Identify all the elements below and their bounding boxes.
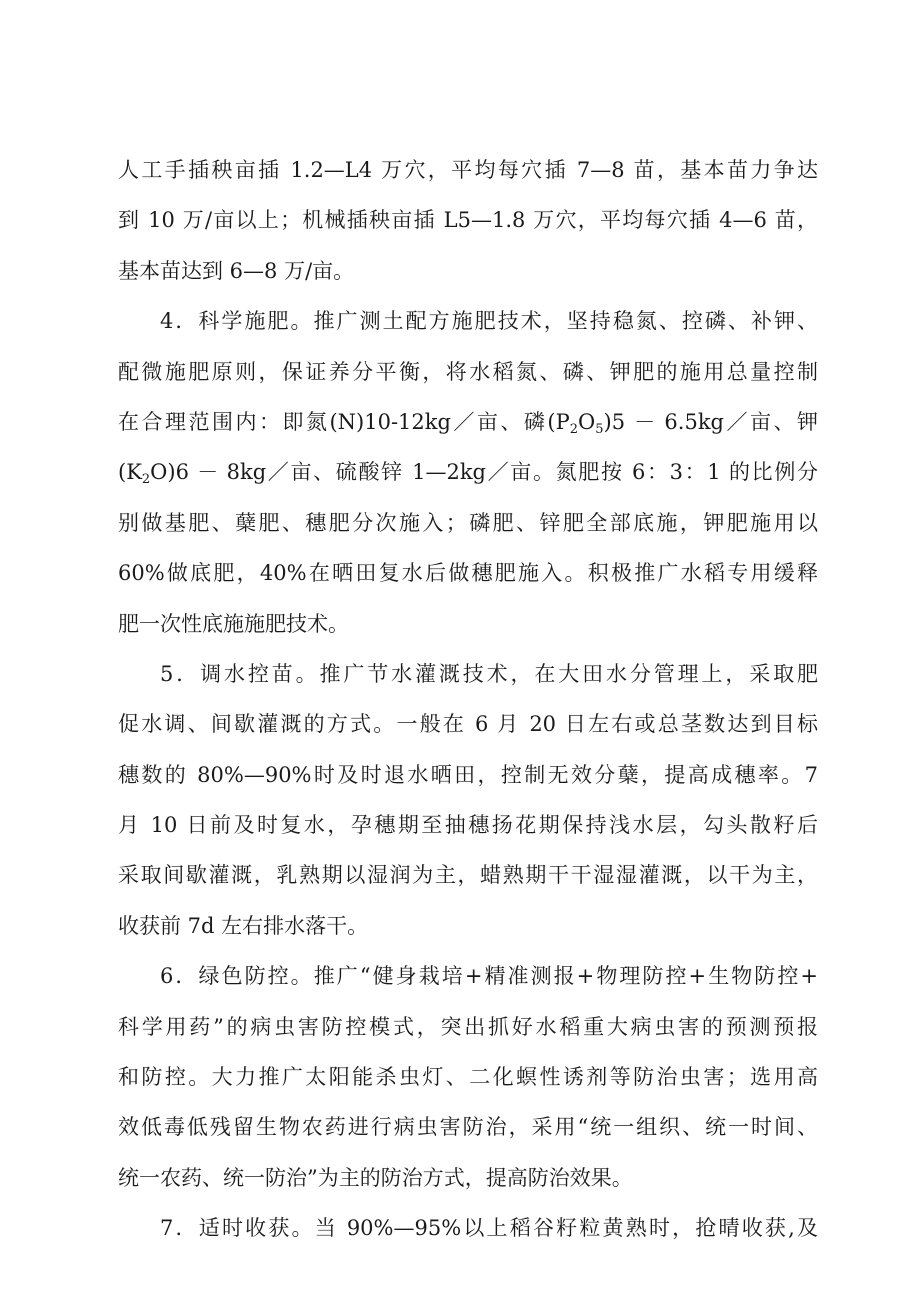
- text-line: 肥一次性底施施肥技术。: [118, 611, 349, 636]
- subscript: 2: [141, 472, 151, 488]
- paragraph-p-fertilizer: [118, 296, 818, 649]
- body-text: [118, 145, 818, 1254]
- paragraph-p-harvest: [118, 1203, 818, 1253]
- text-line: 月 10 日前及时复水，孕穗期至抽穗扬花期保持浅水层，勾头散籽后: [118, 813, 818, 838]
- paragraph-p-seedling: [118, 145, 818, 296]
- text-line: 促水调、间歇灌溉的方式。一般在 6 月 20 日左右或总茎数达到目标: [118, 712, 818, 737]
- text-line: 基本苗达到 6—8 万/亩。: [118, 258, 355, 283]
- text-line: 统一农药、统一防治”为主的防治方式，提高防治效果。: [118, 1165, 633, 1190]
- text-line: 7．适时收获。当 90%—95%以上稻谷籽粒黄熟时，抢晴收获,及: [160, 1216, 818, 1241]
- text-line: 到 10 万/亩以上；机械插秧亩插 L5—1.8 万穴，平均每穴插 4—6 苗，: [118, 208, 818, 233]
- text-line: 和防控。大力推广太阳能杀虫灯、二化螟性诱剂等防治虫害；选用高: [118, 1065, 818, 1090]
- text-line: 6．绿色防控。推广“健身栽培+精准测报+物理防控+生物防控+: [160, 964, 818, 989]
- text-line: [118, 447, 818, 497]
- text-line: 配微施肥原则，保证养分平衡，将水稻氮、磷、钾肥的施用总量控制: [118, 359, 818, 384]
- paragraph-p-water: [118, 649, 818, 951]
- text-line: 效低毒低残留生物农药进行病虫害防治，采用“统一组织、统一时间、: [118, 1115, 818, 1140]
- text-segment: O: [578, 409, 596, 434]
- text-line: 4．科学施肥。推广测土配方施肥技术，坚持稳氮、控磷、补钾、: [160, 309, 818, 334]
- text-segment: )5 － 6.5kg／亩、钾: [603, 409, 818, 434]
- text-line: 5．调水控苗。推广节水灌溉技术，在大田水分管理上，采取肥: [160, 661, 818, 686]
- subscript: 2: [569, 421, 579, 437]
- text-segment: (K: [118, 460, 142, 485]
- text-line: 人工手插秧亩插 1.2—L4 万穴，平均每穴插 7—8 苗，基本苗力争达: [118, 158, 818, 182]
- text-segment: 在合理范围内：即氮(N)10-12kg／亩、磷(P: [118, 409, 570, 434]
- text-line: 科学用药”的病虫害防控模式，突出抓好水稻重大病虫害的预测预报: [118, 1014, 818, 1039]
- text-segment: O)6 － 8kg／亩、硫酸锌 1—2kg／亩。氮肥按 6：3：1 的比例分: [150, 460, 818, 485]
- subscript: 5: [595, 421, 604, 437]
- text-line: 穗数的 80%—90%时及时退水晒田，控制无效分蘖，提高成穗率。7: [118, 762, 818, 787]
- text-line: [118, 397, 818, 447]
- text-line: 收获前 7d 左右排水落干。: [118, 913, 369, 938]
- text-line: 60%做底肥，40%在晒田复水后做穗肥施入。积极推广水稻专用缓释: [118, 561, 818, 586]
- text-line: 采取间歇灌溉，乳熟期以湿润为主，蜡熟期干干湿湿灌溉，以干为主，: [118, 863, 818, 888]
- paragraph-p-pest: [118, 951, 818, 1203]
- text-line: 别做基肥、蘖肥、穗肥分次施入；磷肥、锌肥全部底施，钾肥施用以: [118, 510, 818, 535]
